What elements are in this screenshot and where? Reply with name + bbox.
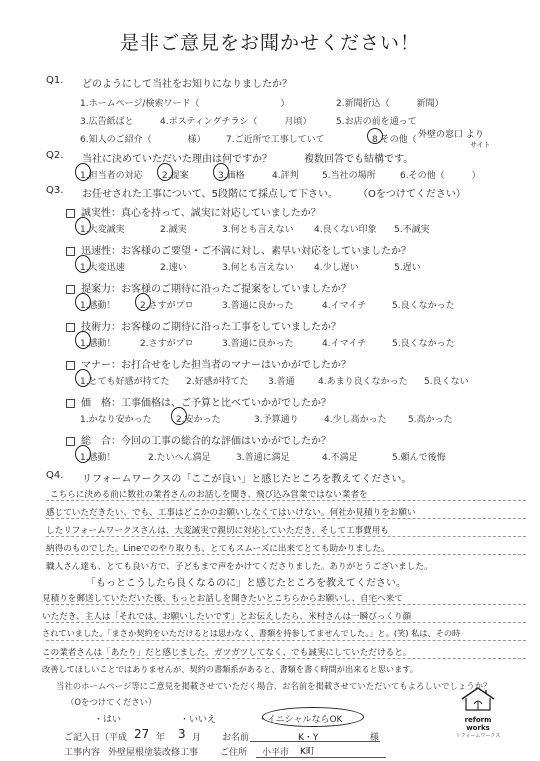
consent-question: 当社のホームページ等にご意見を掲載させていただく場合、お名前を掲載させていただいてもよろしいでしょうか？: [56, 681, 492, 691]
q3-item-4-opt-5[interactable]: 5.良くなかった: [392, 339, 455, 349]
footer-month-suffix: 月: [192, 733, 202, 743]
q3-item-7-opt-5[interactable]: 5.頼んで後悔: [392, 453, 446, 463]
q3-item-6-opt-5[interactable]: 5.高かった: [408, 415, 453, 425]
answer-circle: [367, 128, 383, 144]
q3-item-2-opt-5[interactable]: 5.遅い: [394, 263, 421, 273]
q2-option-4[interactable]: 4.評判: [272, 171, 299, 181]
footer-name-label: お名前: [222, 733, 250, 743]
q3-item-1-opt-4[interactable]: 4.良くない印象: [314, 225, 377, 235]
q2-option-1[interactable]: 1.担当者の対応: [80, 171, 143, 181]
q3-item-4-opt-2[interactable]: 2.さすがプロ: [140, 339, 194, 349]
q3-item-3-opt-1[interactable]: 1.感動！: [80, 301, 116, 311]
checkbox[interactable]: [66, 437, 75, 446]
q3-item-2-head: 迅速性：お客様のご要望・ご不満に対し、素早い対応をしていましたか？: [66, 242, 411, 257]
q3-item-6-opt-1[interactable]: 1.かなり安かった: [80, 415, 152, 425]
answer-circle: [75, 163, 91, 181]
q4-handwritten-line-2: 感じていただきたい、でも、工事はどこかのお願いしなくてはいけない。何社か見積りをお願い: [46, 508, 416, 518]
footer-work[interactable]: 外壁屋根塗装改修工事: [108, 748, 199, 758]
q3-item-3-opt-3[interactable]: 3.普通に良かった: [222, 301, 294, 311]
q5-handwritten-line-4: この業者さんは「あたり」だと感じました。ガツガツしてなく、でも誠実にしていただけると。: [42, 648, 412, 658]
q2-note: 複数回答でも結構です。: [304, 154, 414, 165]
q3-item-2-opt-3[interactable]: 3.何とも言えない: [222, 263, 294, 273]
consent-initial-ok[interactable]: ・イニシャルならOK: [258, 715, 343, 725]
q1-option-7[interactable]: 7.ご近所で工事していて: [226, 135, 325, 145]
q3-item-4-opt-3[interactable]: 3.普通に良かった: [222, 339, 294, 349]
q5-handwritten-line-5: 改善してほしいことではありませんが、契約の書類系があると、書類を書く時間が出来ると思います。: [42, 664, 418, 674]
footer-month[interactable]: 3: [178, 727, 186, 741]
q4-question: リフォームワークスの「ここが良い」と感じたところを教えてください。: [82, 474, 412, 485]
q3-item-7-opt-2[interactable]: 2.たいへん満足: [148, 453, 211, 463]
q2-option-6[interactable]: 6.その他（ ）: [400, 171, 481, 181]
answer-circle: [75, 369, 91, 387]
consent-note: （Oをつけてください）: [66, 697, 157, 707]
q3-item-4-head: 技術力：お客様のご期待に沿った工事をしていましたか？: [66, 318, 341, 333]
q3-item-6-opt-4[interactable]: 4.少し高かった: [324, 415, 387, 425]
q3-item-1-opt-2[interactable]: 2.誠実: [160, 225, 187, 235]
q4-handwritten-line-4: 納得のものでした。Lineでのやり取りも、とてもスムーズに出来てとても助かりました。: [46, 544, 390, 554]
q3-item-6-opt-3[interactable]: 3.予算通り: [254, 415, 299, 425]
q3-item-6-head: 価 格：工事価格は、ご予算と比べていかがでしたか？: [66, 394, 331, 409]
q3-item-4-opt-4[interactable]: 4.イマイチ: [322, 339, 367, 349]
q3-item-7-opt-1[interactable]: 1.感動！: [80, 453, 116, 463]
q2-option-2[interactable]: 2.提案: [162, 171, 189, 181]
answer-circle: [75, 331, 91, 349]
q3-item-5-opt-2[interactable]: 2.好感が持てた: [186, 377, 249, 387]
q4-number: Q4.: [46, 470, 64, 481]
answer-circle: [262, 707, 364, 727]
q3-item-1-opt-1[interactable]: 1.大変誠実: [80, 225, 125, 235]
q3-item-1-opt-5[interactable]: 5.不誠実: [394, 225, 430, 235]
q3-item-2-opt-1[interactable]: 1.大変迅速: [80, 263, 125, 273]
answer-circle: [213, 163, 229, 181]
q3-item-7-head: 総 合：今回の工事の総合的な評価はいかがでしたか？: [66, 432, 331, 447]
answer-circle: [75, 445, 91, 463]
q1-handwritten-other: 外壁の窓口 より: [418, 130, 484, 140]
q4-handwritten-line-1: こちらに決める前に数社の業者さんのお話しを聞き、飛び込み営業ではない業者を: [50, 490, 368, 500]
footer-year[interactable]: 27: [134, 727, 150, 741]
checkbox[interactable]: [66, 323, 75, 332]
q1-handwritten-other-2: サイト: [470, 141, 491, 149]
q3-item-4-opt-1[interactable]: 1.感動！: [80, 339, 116, 349]
q2-number: Q2.: [46, 150, 64, 161]
footer-work-label: 工事内容: [64, 748, 101, 758]
q2-option-3[interactable]: 3.価格: [218, 171, 245, 181]
q3-item-3-opt-5[interactable]: 5.良くなかった: [392, 301, 455, 311]
q1-option-2[interactable]: 2.新聞折込（ 新聞）: [336, 99, 444, 109]
checkbox[interactable]: [66, 247, 75, 256]
answer-circle: [135, 293, 151, 311]
q3-item-1-head: 誠実性：真心を持って、誠実に対応していましたか？: [66, 204, 321, 219]
footer-year-suffix: 年: [156, 733, 166, 743]
q3-item-3-opt-2[interactable]: 2.さすがプロ: [140, 301, 194, 311]
q3-item-5-opt-5[interactable]: 5.良くない: [424, 377, 469, 387]
q3-item-7-opt-4[interactable]: 4.不満足: [322, 453, 358, 463]
q3-item-5-head: マナー：お打合せをした担当者のマナーはいかがでしたか？: [66, 356, 351, 371]
q5-question: 「もっとこうしたら良くなるのに」と感じたところを教えてください。: [86, 578, 406, 589]
footer-sama: 様: [370, 733, 380, 743]
checkbox[interactable]: [66, 209, 75, 218]
q3-number: Q3.: [46, 185, 64, 196]
checkbox[interactable]: [66, 361, 75, 370]
house-icon: [458, 686, 498, 712]
answer-circle: [171, 407, 187, 425]
q1-option-1[interactable]: 1.ホームページ/検索ワード（ ）: [80, 99, 290, 109]
q1-option-3[interactable]: 3.広告紙ばと: [80, 117, 134, 127]
q3-item-3-head: 提案力：お客様のご期待に沿ったご提案をしていましたか？: [66, 280, 351, 295]
q1-option-8[interactable]: 8.その他（: [372, 135, 417, 145]
logo-text: reform works: [464, 716, 492, 732]
q3-item-3-opt-4[interactable]: 4.イマイチ: [322, 301, 367, 311]
answer-circle: [75, 255, 91, 273]
company-logo: [452, 686, 504, 739]
q5-handwritten-line-1: 見積りを郵送していただいた後、もっとお話しを聞きたいとこちらからお願いし、自宅へ来て: [42, 594, 403, 604]
consent-yes[interactable]: ・はい: [94, 715, 122, 725]
consent-no[interactable]: ・いいえ: [180, 715, 217, 725]
q3-item-5-opt-4[interactable]: 4.あまり良くなかった: [318, 377, 408, 387]
answer-circle: [75, 217, 91, 235]
logo-subtext: リフォームワークス: [455, 733, 501, 739]
q5-handwritten-line-2: いただき、主人は「それでは、お願いしたいです」とお伝えしたら、米村さんは一瞬びっくり顔: [42, 612, 412, 622]
q3-item-2-opt-4[interactable]: 4.少し遅い: [314, 263, 359, 273]
footer-address-label: ご住所: [220, 748, 248, 758]
q3-question: お任せされた工事について、5段階にて採点して下さい。: [82, 189, 338, 200]
q1-option-4[interactable]: 4.ポスティングチラシ（ 月頃）: [160, 117, 312, 127]
q3-item-5-opt-1[interactable]: 1.とても好感が持てた: [80, 377, 170, 387]
answer-circle: [75, 293, 91, 311]
q4-handwritten-line-3: したリフォームワークスさんは、大変誠実で親切に対応していただき、そして工事費用も: [46, 526, 389, 536]
page-title: 是非ご意見をお聞かせください！: [119, 32, 420, 54]
q3-item-5-opt-3[interactable]: 3.普通: [268, 377, 295, 387]
answer-circle: [157, 163, 173, 181]
q1-option-5[interactable]: 5.お店の前を通って: [336, 117, 417, 127]
q3-item-7-opt-3[interactable]: 3.普通に満足: [236, 453, 290, 463]
q3-item-1-opt-3[interactable]: 3.何とも言えない: [222, 225, 294, 235]
footer-name[interactable]: K・Y: [298, 733, 319, 743]
q3-item-2-opt-2[interactable]: 2.速い: [160, 263, 187, 273]
q1-question: どのようにして当社をお知りになりましたか？: [82, 79, 292, 90]
footer-city[interactable]: 小平市: [262, 748, 290, 758]
q1-option-6[interactable]: 6.知人のご紹介（ 様）: [80, 135, 206, 145]
q2-option-5[interactable]: 5.当社の場所: [322, 171, 376, 181]
checkbox[interactable]: [66, 399, 75, 408]
q4-handwritten-line-5: 職人さん達も、とても良い方で、子どもまで声をかけてくださりました。ありがとうございました。: [46, 562, 433, 572]
q2-question: 当社に決めていただいた理由は何ですか？: [82, 154, 272, 165]
footer-date-label: ご記入日（平成: [64, 733, 128, 743]
q3-item-6-opt-2[interactable]: 2.安かった: [176, 415, 221, 425]
footer-town[interactable]: K町: [300, 747, 315, 757]
q1-number: Q1.: [46, 75, 64, 86]
q5-handwritten-line-3: されていました。「まさか契約をいただけるとは思わなく、書類を持参してませんでした。」と。(笑) 私は、その時: [42, 628, 461, 638]
checkbox[interactable]: [66, 285, 75, 294]
q3-note: （Oをつけてください）: [358, 189, 466, 200]
